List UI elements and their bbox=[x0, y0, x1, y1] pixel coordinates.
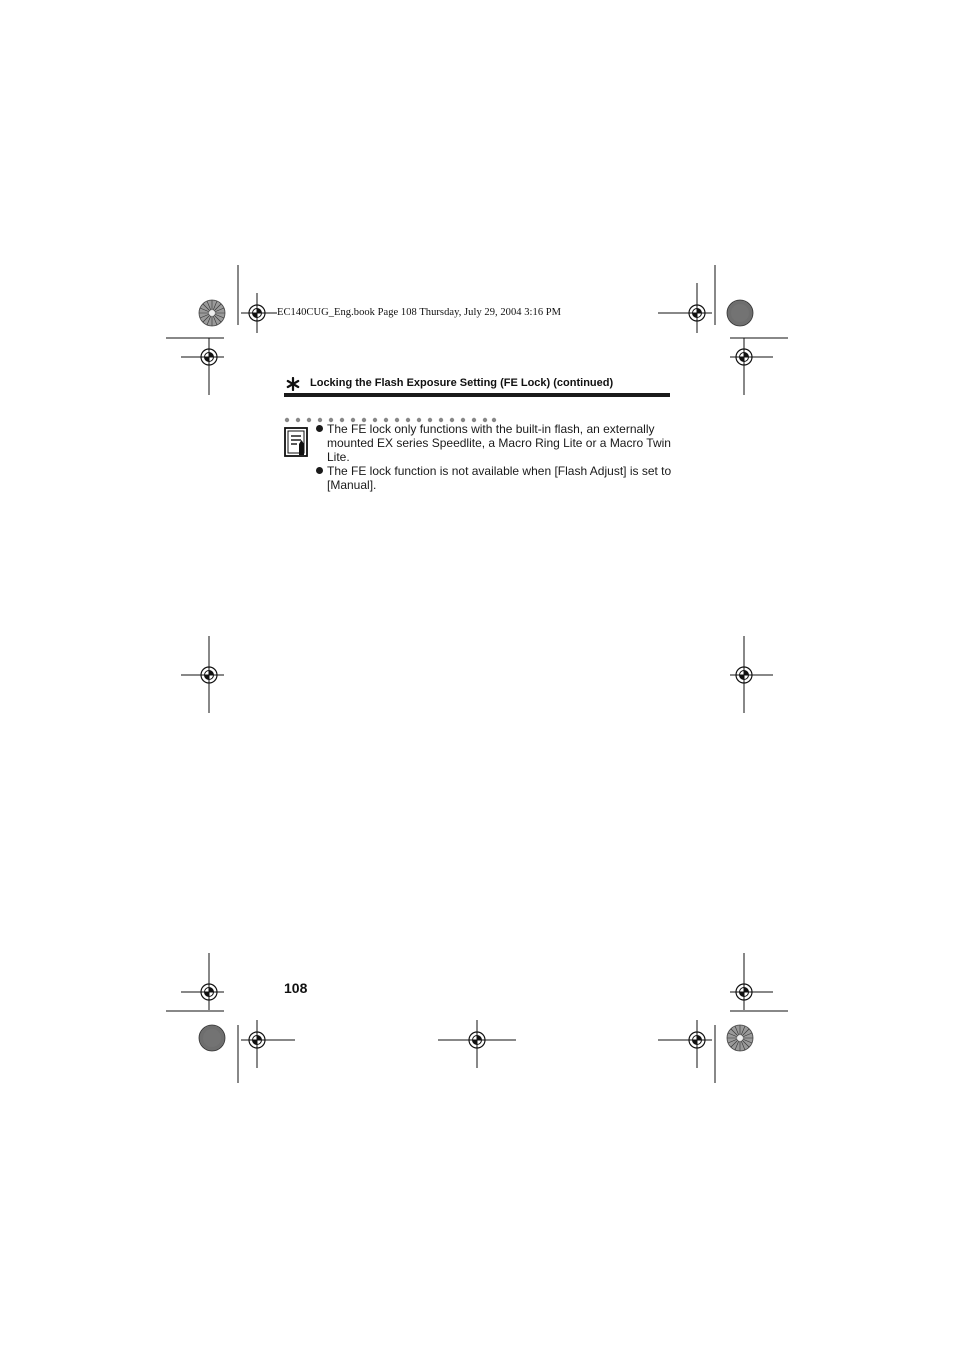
asterisk-icon bbox=[286, 377, 300, 391]
note-text: The FE lock function is not available when [Flash Adjust] is set to [Manual]. bbox=[327, 464, 672, 492]
bullet-icon bbox=[316, 467, 323, 474]
list-item bbox=[315, 464, 675, 492]
book-file-header: EC140CUG_Eng.book Page 108 Thursday, July 29, 2004 3:16 PM bbox=[277, 307, 562, 318]
section-title: Locking the Flash Exposure Setting (FE Lock) (continued) bbox=[310, 377, 614, 389]
note-list bbox=[315, 422, 675, 492]
memo-note-icon bbox=[284, 427, 310, 459]
list-item bbox=[315, 422, 675, 464]
page-number: 108 bbox=[284, 980, 308, 996]
bullet-icon bbox=[316, 425, 323, 432]
note-text: The FE lock only functions with the built-in flash, an externally mounted EX series Speedlite, a Macro Ring Lite or a Macro Twin Lite. bbox=[327, 422, 671, 464]
section-rule bbox=[284, 393, 670, 397]
section-heading bbox=[284, 375, 670, 397]
